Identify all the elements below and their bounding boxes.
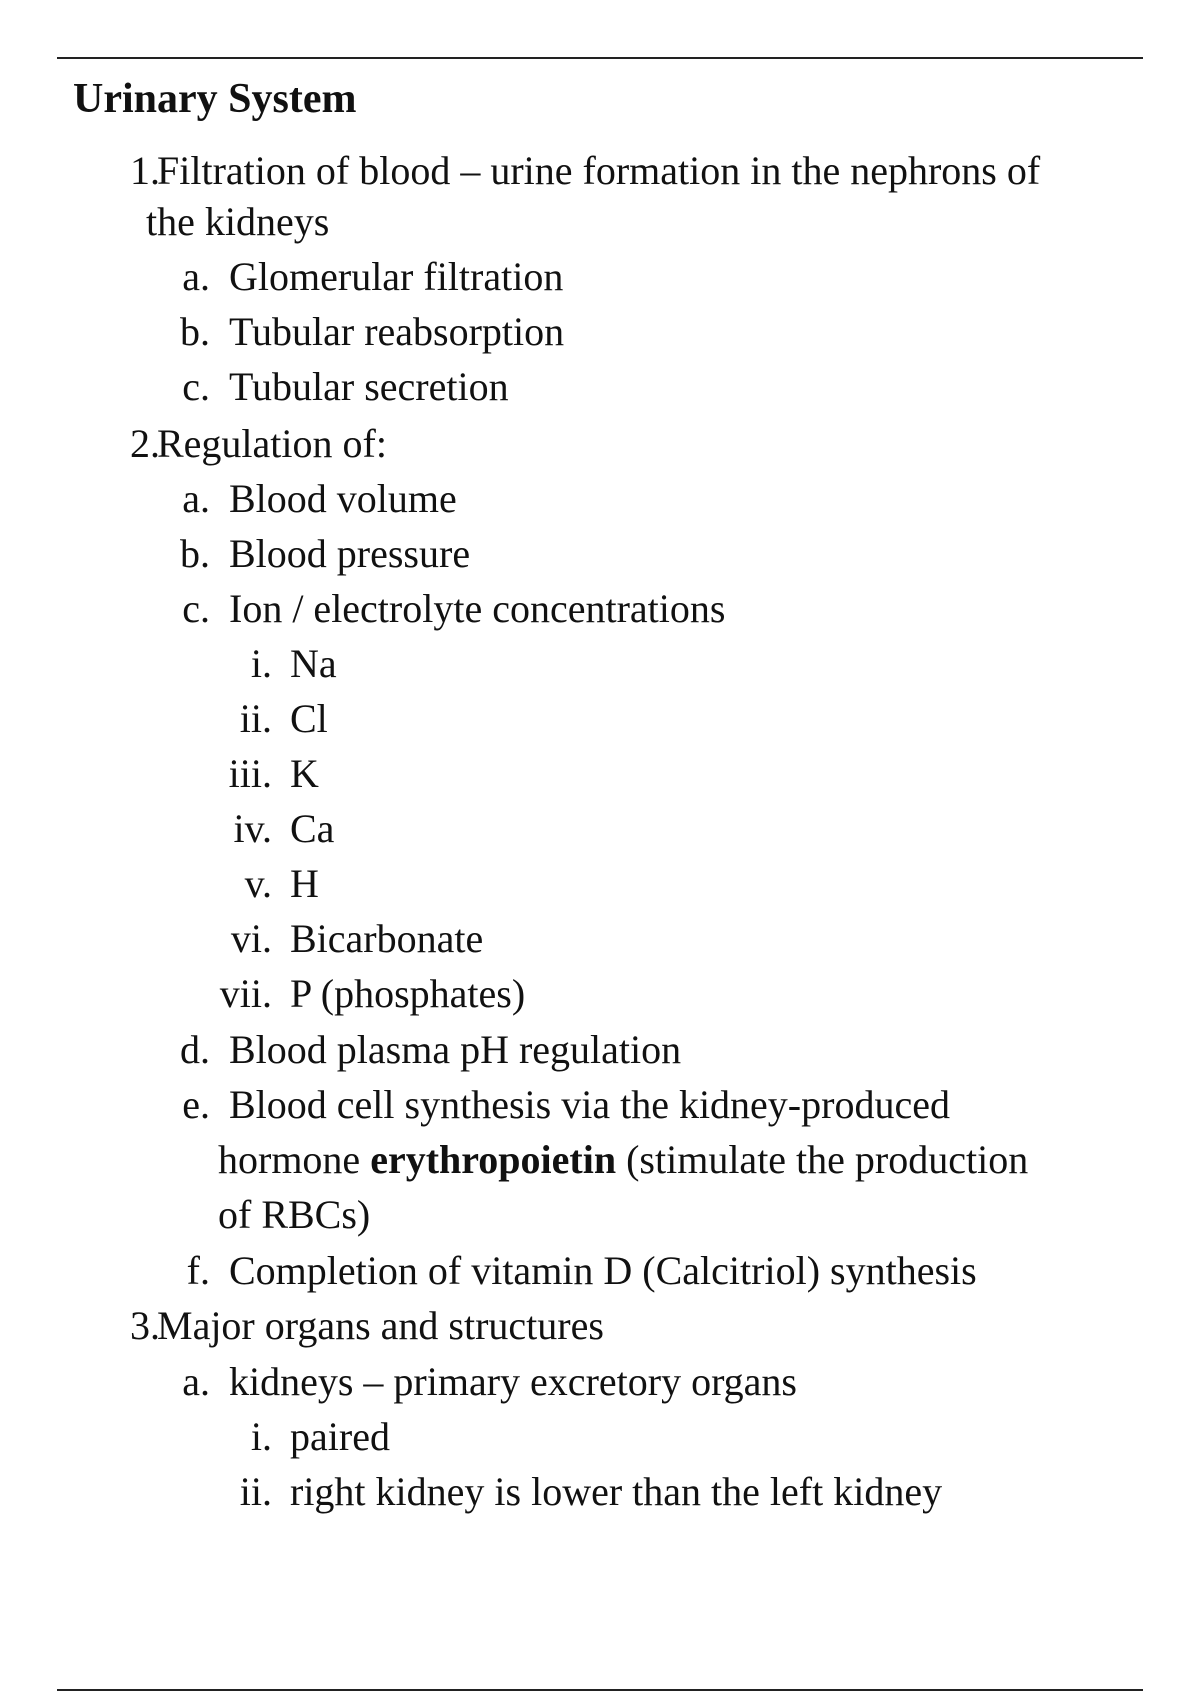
list-item-text: H — [290, 861, 319, 906]
list-item-text: Bicarbonate — [290, 916, 484, 961]
list-item-text: Tubular secretion — [229, 364, 509, 409]
list-marker: c. — [182, 586, 210, 631]
list-item-text: kidneys – primary excretory organs — [229, 1359, 797, 1404]
top-rule — [57, 57, 1143, 59]
list-item-text: Na — [290, 641, 337, 686]
list-item-text: K — [290, 751, 319, 796]
list-item-continuation: the kidneys — [146, 199, 330, 244]
list-item-text: P (phosphates) — [290, 971, 526, 1016]
list-marker: 3. — [130, 1303, 160, 1348]
list-marker: 2. — [130, 421, 160, 466]
list-marker: b. — [180, 309, 210, 354]
list-item-text: right kidney is lower than the left kidney — [290, 1469, 943, 1514]
list-marker: i. — [250, 1414, 272, 1459]
list-marker: a. — [182, 476, 210, 521]
list-marker: vii. — [219, 971, 272, 1016]
list-item-text: Ion / electrolyte concentrations — [229, 586, 726, 631]
list-marker: iii. — [228, 751, 272, 796]
continuation-text: hormone — [218, 1137, 371, 1182]
list-item-text: Blood plasma pH regulation — [229, 1027, 682, 1072]
list-marker: 1. — [130, 148, 160, 193]
list-item-text: paired — [290, 1414, 390, 1459]
list-item-text: Tubular reabsorption — [229, 309, 565, 354]
list-item-text: Major organs and structures — [157, 1303, 604, 1348]
list-item-text: Blood cell synthesis via the kidney-produced — [229, 1082, 950, 1127]
list-marker: d. — [180, 1027, 210, 1072]
list-marker: e. — [182, 1082, 210, 1127]
list-item-text: Regulation of: — [157, 421, 387, 466]
list-marker: v. — [244, 861, 272, 906]
list-item-text: Glomerular filtration — [229, 254, 564, 299]
list-marker: ii. — [239, 696, 272, 741]
list-item-text: Completion of vitamin D (Calcitriol) synthesis — [229, 1248, 977, 1293]
list-marker: b. — [180, 531, 210, 576]
list-marker: f. — [186, 1248, 210, 1293]
list-marker: c. — [182, 364, 210, 409]
emphasis-term: erythropoietin — [370, 1137, 617, 1182]
list-item-text: Blood pressure — [229, 531, 471, 576]
document-title: Urinary System — [73, 76, 357, 122]
list-item-text: Filtration of blood – urine formation in the nephrons of — [157, 148, 1041, 193]
list-marker: a. — [182, 254, 210, 299]
list-marker: vi. — [230, 916, 272, 961]
list-marker: ii. — [239, 1469, 272, 1514]
bottom-rule — [57, 1689, 1143, 1691]
list-marker: a. — [182, 1359, 210, 1404]
list-item-continuation: of RBCs) — [218, 1192, 371, 1237]
list-item-text: Cl — [290, 696, 328, 741]
list-marker: i. — [250, 641, 272, 686]
list-marker: iv. — [233, 806, 272, 851]
list-item-text: Blood volume — [229, 476, 457, 521]
continuation-text: (stimulate the production — [616, 1137, 1029, 1182]
list-item-continuation — [218, 1135, 1028, 1185]
list-item-text: Ca — [290, 806, 335, 851]
